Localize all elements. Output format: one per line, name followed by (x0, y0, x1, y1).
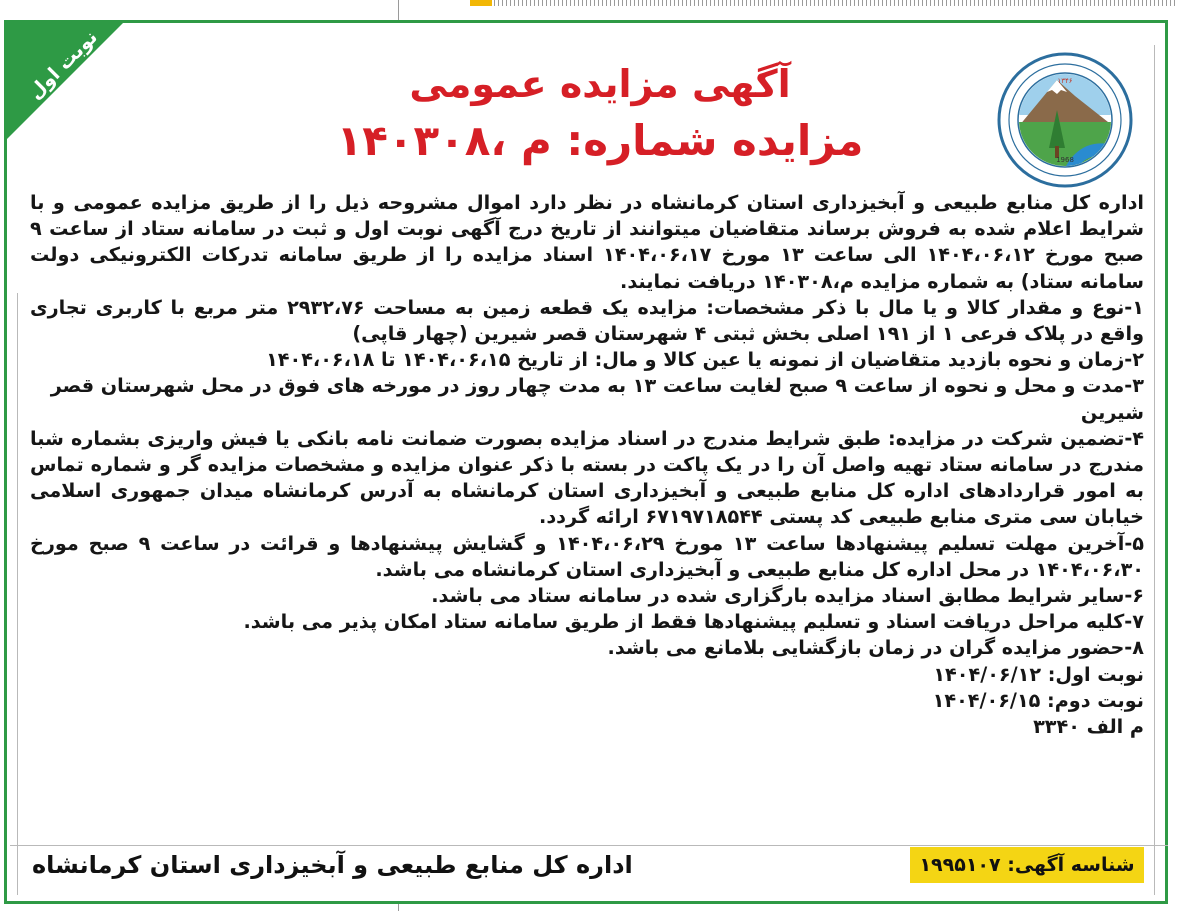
intro-paragraph: اداره کل منابع طبیعی و آبخیزداری استان کرمانشاه در نظر دارد اموال مشروحه ذیل را از طریق مزایده عمومی و با شرایط اعلام شده به فروش برساند متقاضیان میتوانند از تاریخ درج آگهی نوبت اول و ثبت در سامانه ستاد از ساعت ۹ صبح مورخ ۱۴۰۴،۰۶،۱۲ الی ساعت ۱۳ مورخ ۱۴۰۴،۰۶،۱۷ اسناد مزایده را از طریق سامانه تدرکات الکترونیکی دولت سامانه ستاد) به شماره مزایده م،۱۴۰۳۰۸ دریافت نمایند. (30, 191, 1144, 293)
condition-item-7: ۷-کلیه مراحل دریافت اسناد و تسلیم پیشنهادها فقط از طریق سامانه ستاد امکان پذیر می باشد. (243, 610, 1144, 634)
emblem-year-top: ۱۳۴۶ (1057, 77, 1073, 85)
organization-name: اداره کل منابع طبیعی و آبخیزداری استان کرمانشاه (32, 851, 633, 879)
condition-item-8: ۸-حضور مزایده گران در زمان بازگشایی بلامانع می باشد. (607, 636, 1144, 660)
condition-item-5: ۵-آخرین مهلت تسلیم پیشنهادها ساعت ۱۳ مورخ ۱۴۰۴،۰۶،۲۹ و گشایش پیشنهادها و قرائت در ساعت ۹ صبح مورخ ۱۴۰۴،۰۶،۳۰ در محل اداره کل منابع طبیعی و آبخیزداری استان کرمانشاه می باشد. (30, 531, 1144, 581)
corner-ribbon (4, 20, 126, 142)
top-page-strip (470, 0, 1178, 6)
second-publication-date: نوبت دوم: ۱۴۰۴/۰۶/۱۵ (932, 688, 1144, 712)
corner-ribbon-shape (4, 20, 126, 142)
first-publication-date: نوبت اول: ۱۴۰۴/۰۶/۱۲ (933, 662, 1144, 686)
ad-title: آگهی مزایده عمومی (409, 62, 791, 106)
natural-resources-emblem-icon (995, 50, 1135, 190)
auction-number: مزایده شماره: م ،۱۴۰۳۰۸ (336, 116, 864, 165)
top-gold-marker (470, 0, 492, 6)
inner-rule-left (17, 293, 18, 895)
ad-id-badge: شناسه آگهی: ۱۹۹۵۱۰۷ (910, 847, 1144, 883)
emblem-year-bottom: 1968 (1056, 156, 1074, 164)
inner-rule-right (1154, 45, 1155, 895)
ad-footer (10, 843, 1168, 887)
top-hatch-rule (494, 0, 1178, 6)
condition-item-6: ۶-سایر شرایط مطابق اسناد مزایده بارگزاری شده در سامانه ستاد می باشد. (431, 584, 1144, 608)
reference-number: م الف ۳۳۴۰ (1033, 715, 1144, 739)
column-divider-top (398, 0, 399, 20)
condition-item-4: ۴-تضمین شرکت در مزایده: طبق شرایط مندرج در اسناد مزایده بصورت ضمانت نامه بانکی یا فیش واریزی بشماره شبا مندرج در سامانه ستاد تهیه واصل آن را در یک پاکت در بسته با ذکر عنوان مزایده و مشخصات مزایده گر و شماره تماس به امور قراردادهای اداره کل منابع طبیعی و آبخیزداری استان کرمانشاه به آدرس کرمانشاه میدان جمهوری اسلامی خیابان سی متری منابع طبیعی کد پستی ۶۷۱۹۷۱۸۵۴۴ ارائه گردد. (30, 426, 1144, 529)
corner-ribbon-label: نوبت اول (24, 26, 102, 104)
ad-body (30, 190, 1144, 740)
column-divider-bottom (398, 904, 399, 911)
condition-item-3: ۳-مدت و محل و نحوه از ساعت ۹ صبح لغایت ساعت ۱۳ به مدت چهار روز در مورخه های فوق در محل شهرستان قصر شیرین (50, 374, 1144, 424)
condition-item-1: ۱-نوع و مقدار کالا و یا مال با ذکر مشخصات: مزایده یک قطعه زمین به مساحت ۲۹۳۲،۷۶ متر مربع با کاربری تجاری واقع در پلاک فرعی ۱ از ۱۹۱ اصلی بخش ثبتی ۴ شهرستان قصر شیرین (چهار قاپی) (30, 295, 1144, 346)
condition-item-2: ۲-زمان و نحوه بازدید متقاضیان از نمونه یا عین کالا و مال: از تاریخ ۱۴۰۴،۰۶،۱۵ تا ۱۴۰۴،۰۶،۱۸ (266, 348, 1144, 372)
